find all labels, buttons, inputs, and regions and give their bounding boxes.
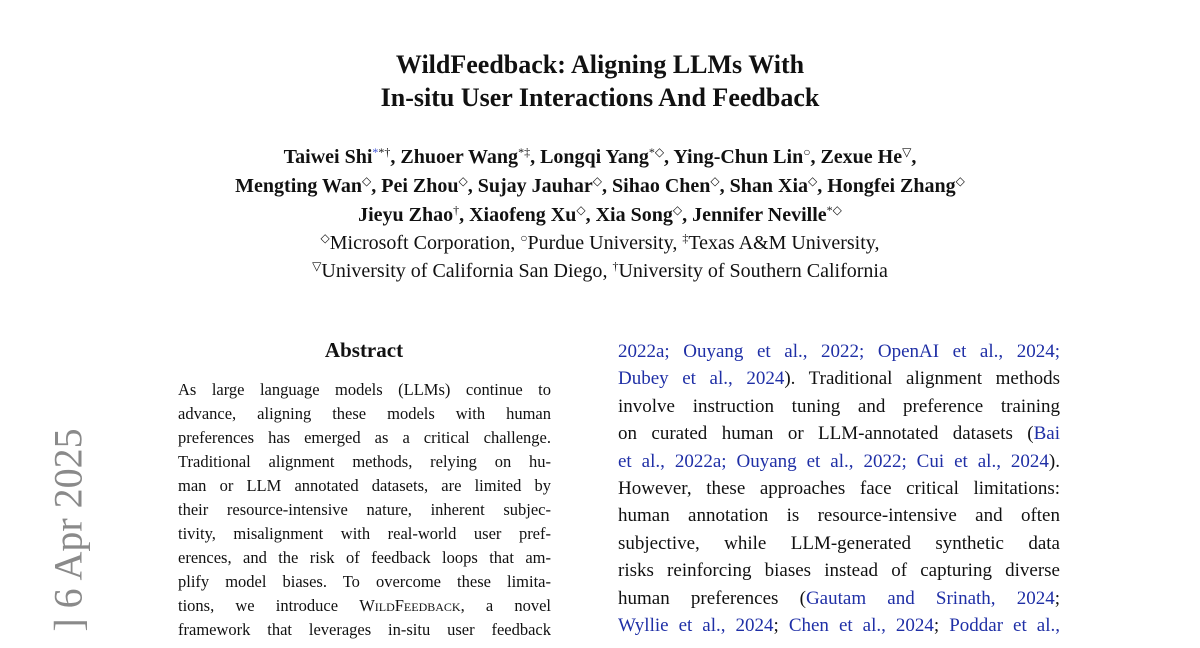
author-name: Longqi Yang	[540, 146, 649, 168]
paper-title	[0, 48, 1200, 114]
arxiv-side-stamp: ] 6 Apr 2025	[45, 428, 91, 632]
author-mark: *‡	[518, 145, 531, 159]
author-name: Shan Xia	[729, 175, 808, 197]
author-mark: *†	[378, 145, 391, 159]
author-mark: ◇	[672, 203, 683, 217]
affiliation-list	[0, 229, 1200, 285]
author-name: Taiwei Shi	[283, 146, 373, 168]
citation-link[interactable]: 2022a; Ouyang et al., 2022; OpenAI et al., 2024;	[618, 341, 1060, 362]
body-text: human annotation is resource-intensive and often	[618, 505, 1060, 527]
author-name: Hongfei Zhang	[827, 175, 956, 197]
body-text: on curated human or LLM-annotated datasets (	[618, 423, 1034, 445]
author-name: Zhuoer Wang	[400, 146, 519, 168]
author-mark: ◇	[458, 174, 468, 188]
abstract-heading: Abstract	[324, 338, 404, 362]
abstract-line: advance, aligning these models with human	[178, 404, 551, 423]
affiliation-name: University of California San Diego	[321, 260, 603, 282]
body-line	[618, 475, 1060, 502]
affiliation-line: ▽University of California San Diego, †University of Southern California	[312, 259, 888, 282]
author-name: Ying-Chun Lin	[673, 146, 804, 168]
abstract-text-span: , a novel	[460, 596, 551, 615]
author-name: Xiaofeng Xu	[469, 204, 577, 226]
body-text: ). Traditional alignment methods	[784, 368, 1060, 390]
author-mark: ◇	[362, 174, 372, 188]
affiliation-name: Purdue University	[527, 232, 673, 254]
body-text: human preferences (	[618, 587, 806, 609]
body-line	[618, 557, 1060, 584]
affiliation-mark: ▽	[312, 259, 322, 273]
author-mark: ▽	[902, 145, 912, 159]
abstract-line: tivity, misalignment with real-world user pref-	[178, 524, 551, 543]
body-line	[618, 448, 1060, 475]
author-mark: †	[453, 203, 460, 217]
author-line: Jieyu Zhao†, Xiaofeng Xu◇, Xia Song◇, Jennifer Neville*◇	[358, 203, 842, 226]
author-mark: *	[372, 145, 379, 159]
abstract-line: their resource-intensive nature, inherent subjec-	[178, 500, 551, 519]
author-name: Mengting Wan	[235, 175, 363, 197]
citation-link[interactable]: Bai	[1033, 423, 1060, 445]
body-line	[618, 612, 1060, 639]
body-text: risks reinforcing biases instead of capturing diverse	[618, 560, 1060, 582]
abstract-line: As large language models (LLMs) continue to	[178, 380, 551, 399]
author-name: Pei Zhou	[381, 175, 459, 197]
affiliation-mark: ○	[520, 231, 528, 245]
author-name: Zexue He	[820, 146, 903, 168]
citation-link[interactable]: Poddar et al.,	[949, 615, 1060, 637]
author-list	[0, 143, 1200, 230]
abstract-text	[178, 378, 551, 642]
body-text: subjective, while LLM-generated synthetic data	[618, 532, 1060, 554]
affiliation-line: ◇Microsoft Corporation, ○Purdue University, ‡Texas A&M University,	[320, 231, 880, 254]
body-text: ;	[933, 615, 950, 637]
body-text: involve instruction tuning and preference training	[618, 395, 1060, 417]
author-mark: ◇	[808, 174, 818, 188]
body-text: ;	[1054, 587, 1060, 609]
author-name: Sujay Jauhar	[477, 175, 593, 197]
body-column-right	[618, 338, 1060, 639]
citation-link[interactable]: et al., 2022a; Ouyang et al., 2022; Cui et al., 2024	[618, 450, 1049, 472]
author-name: Jieyu Zhao	[358, 204, 454, 226]
affiliation-mark: †	[612, 259, 619, 273]
author-mark: ◇	[955, 174, 965, 188]
body-line	[618, 530, 1060, 557]
affiliation-mark: ◇	[320, 231, 330, 245]
author-line: Mengting Wan◇, Pei Zhou◇, Sujay Jauhar◇, Sihao Chen◇, Shan Xia◇, Hongfei Zhang◇	[235, 174, 965, 197]
author-mark: *◇	[826, 203, 842, 217]
abstract-line: plify model biases. To overcome these limita-	[178, 572, 551, 591]
citation-link[interactable]: Gautam and Srinath, 2024	[805, 587, 1055, 609]
abstract-line	[178, 594, 551, 618]
author-line: Taiwei Shi**†, Zhuoer Wang*‡, Longqi Yang*◇, Ying-Chun Lin○, Zexue He▽,	[283, 145, 917, 168]
author-name: Sihao Chen	[612, 175, 711, 197]
title-line-2: In-situ User Interactions And Feedback	[380, 83, 820, 112]
author-mark: ◇	[592, 174, 603, 188]
citation-link[interactable]: Chen et al., 2024	[788, 615, 934, 637]
abstract-line: framework that leverages in-situ user feedback	[178, 620, 551, 639]
body-text: ).	[1048, 450, 1060, 472]
abstract-line: erences, and the risk of feedback loops that am-	[178, 548, 551, 567]
body-line	[618, 393, 1060, 420]
author-mark: ◇	[576, 203, 586, 217]
abstract-text-span: tions, we introduce	[178, 596, 360, 615]
author-name: Xia Song	[595, 204, 673, 226]
body-line	[618, 338, 1060, 365]
body-line	[618, 502, 1060, 529]
affiliation-name: Microsoft Corporation	[329, 232, 511, 254]
body-line	[618, 365, 1060, 392]
body-text: However, these approaches face critical limitations:	[618, 478, 1060, 500]
author-name: Jennifer Neville	[692, 204, 827, 226]
citation-link[interactable]: Dubey et al., 2024	[618, 368, 785, 390]
affiliation-name: Texas A&M University	[688, 232, 875, 254]
abstract-line: preferences has emerged as a critical challenge.	[178, 428, 551, 447]
abstract-line: man or LLM annotated datasets, are limited by	[178, 476, 551, 495]
author-mark: *◇	[648, 145, 665, 159]
affiliation-mark: ‡	[682, 231, 689, 245]
title-line-1: WildFeedback: Aligning LLMs With	[395, 50, 805, 79]
body-text: ;	[773, 615, 789, 637]
method-name: WildFeedback	[359, 596, 461, 615]
affiliation-name: University of Southern California	[618, 260, 888, 282]
author-mark: ○	[803, 145, 811, 159]
author-mark: ◇	[710, 174, 720, 188]
body-line	[618, 585, 1060, 612]
abstract-line: Traditional alignment methods, relying on hu-	[178, 452, 551, 471]
body-line	[618, 420, 1060, 447]
citation-link[interactable]: Wyllie et al., 2024	[618, 615, 774, 637]
